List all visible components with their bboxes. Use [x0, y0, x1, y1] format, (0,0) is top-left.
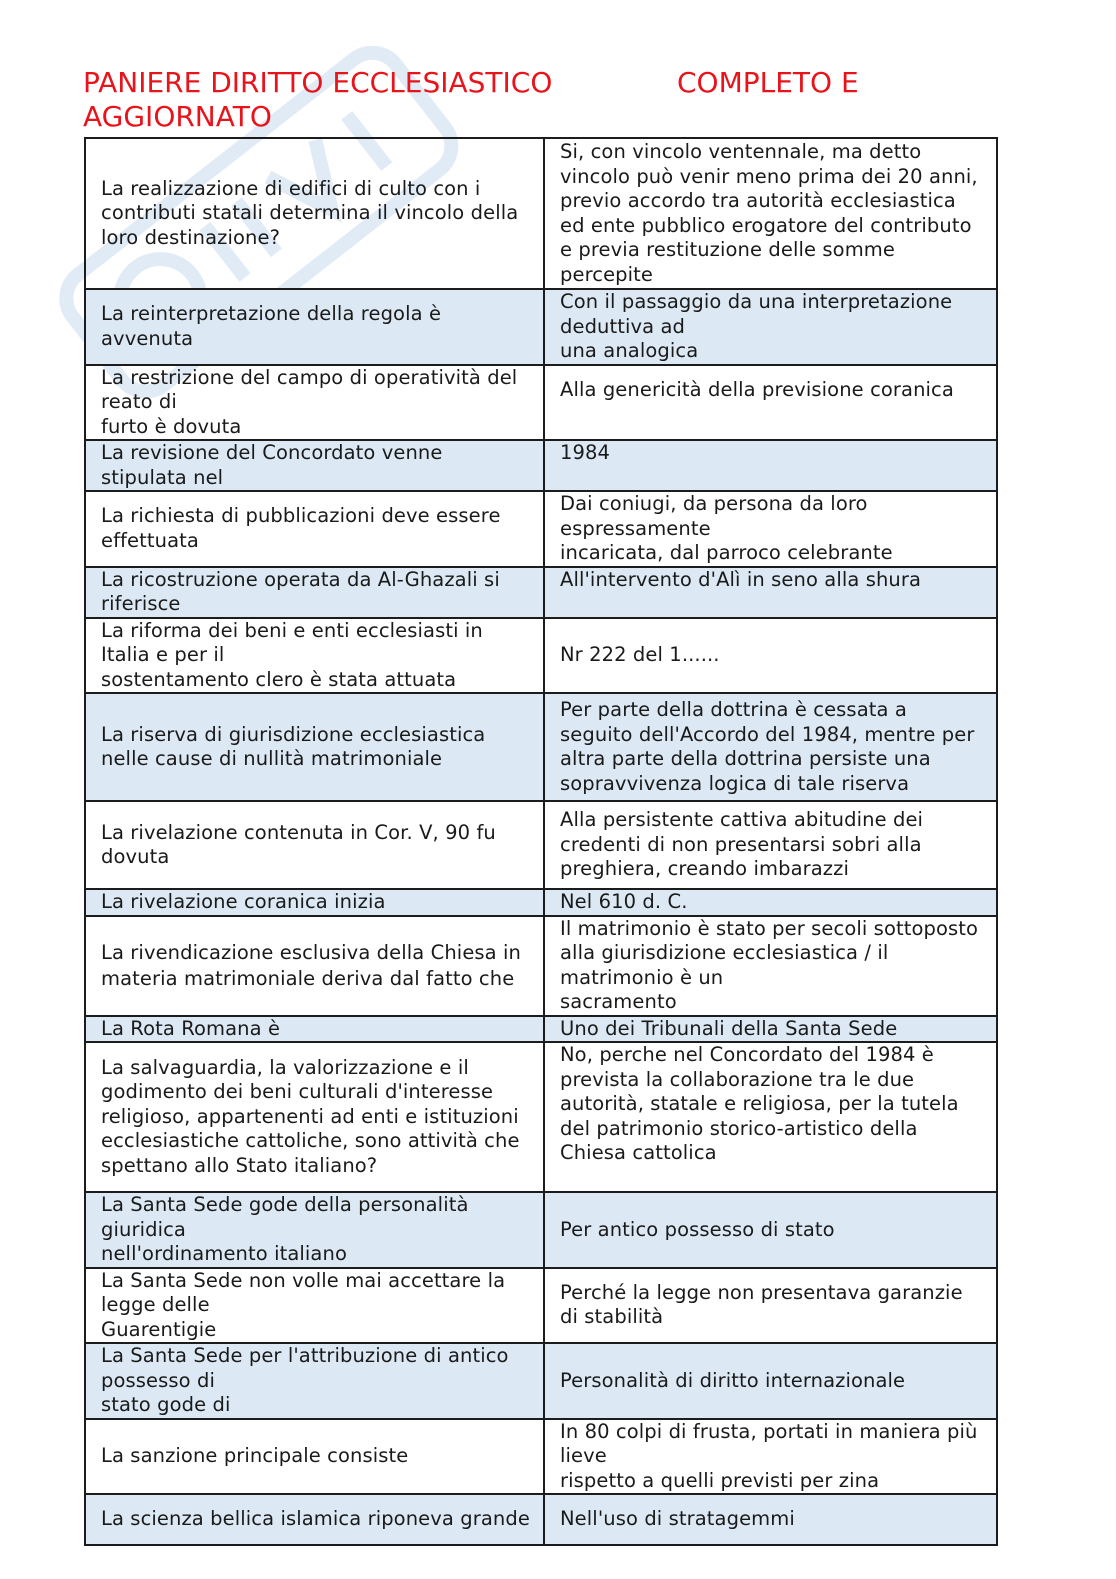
table-row	[85, 618, 997, 694]
question-text: La scienza bellica islamica riponeva grande	[101, 1507, 530, 1531]
answer-cell	[544, 618, 997, 694]
answer-text: Il matrimonio è stato per secoli sottoposto alla giurisdizione ecclesiastica / il matrimonio è un sacramento	[560, 916, 979, 1013]
question-cell	[85, 365, 544, 441]
answer-text: Nell'uso di stratagemmi	[560, 1507, 795, 1531]
question-cell	[85, 1042, 544, 1192]
question-text: La riforma dei beni e enti ecclesiasti in Italia e per il sostentamento clero è stata attuata	[101, 618, 483, 691]
question-text: La restrizione del campo di operatività del reato di furto è dovuta	[101, 365, 518, 438]
qa-table	[84, 137, 998, 1546]
answer-text: Perché la legge non presentava garanzie di stabilità	[560, 1280, 963, 1329]
answer-cell	[544, 801, 997, 889]
table-row	[85, 693, 997, 801]
question-cell	[85, 1268, 544, 1344]
answer-cell	[544, 365, 997, 441]
question-cell	[85, 1494, 544, 1545]
answer-cell	[544, 138, 997, 289]
question-text: La sanzione principale consiste	[101, 1444, 409, 1467]
answer-cell	[544, 440, 997, 491]
answer-cell	[544, 1419, 997, 1495]
answer-text: Si, con vincolo ventennale, ma detto vincolo può venir meno prima dei 20 anni, previo accordo tra autorità ecclesiastica ed ente pubblico erogatore del contributo e previa restituzione delle somme percepite	[560, 140, 978, 286]
question-text: La Santa Sede non volle mai accettare la legge delle Guarentigie	[101, 1268, 506, 1341]
answer-text: Con il passaggio da una interpretazione deduttiva ad una analogica	[560, 290, 953, 362]
table-row	[85, 440, 997, 491]
answer-text: Nel 610 d. C.	[560, 890, 688, 913]
question-cell	[85, 567, 544, 618]
table-row	[85, 889, 997, 916]
answer-cell	[544, 1268, 997, 1344]
question-text: La rivelazione contenuta in Cor. V, 90 fu dovuta	[101, 820, 496, 868]
question-text: La realizzazione di edifici di culto con i contributi statali determina il vincolo della loro destinazione?	[101, 176, 519, 249]
table-row	[85, 1192, 997, 1268]
table-row	[85, 1042, 997, 1192]
question-cell	[85, 138, 544, 289]
answer-text: Per antico possesso di stato	[560, 1217, 835, 1241]
table-row	[85, 916, 997, 1016]
question-text: La salvaguardia, la valorizzazione e il godimento dei beni culturali d'interesse religioso, appartenenti ad enti e istituzioni ecclesiastiche cattoliche, sono attività che spettano allo Stato italiano?	[101, 1055, 520, 1177]
title-line-2: AGGIORNATO	[83, 100, 272, 133]
table-row	[85, 491, 997, 567]
question-cell	[85, 491, 544, 567]
page-title	[83, 66, 1003, 134]
question-text: La rivendicazione esclusiva della Chiesa in materia matrimoniale deriva dal fatto che	[101, 940, 521, 990]
question-text: La rivelazione coranica inizia	[101, 890, 386, 913]
answer-cell	[544, 289, 997, 365]
question-cell	[85, 1016, 544, 1043]
answer-cell	[544, 1042, 997, 1192]
question-cell	[85, 1419, 544, 1495]
table-row	[85, 1268, 997, 1344]
answer-cell	[544, 1494, 997, 1545]
question-cell	[85, 440, 544, 491]
answer-text: Dai coniugi, da persona da loro espressamente incaricata, dal parroco celebrante	[560, 492, 893, 564]
question-text: La riserva di giurisdizione ecclesiastica nelle cause di nullità matrimoniale	[101, 722, 486, 770]
answer-cell	[544, 693, 997, 801]
question-cell	[85, 1343, 544, 1419]
question-cell	[85, 1192, 544, 1268]
question-cell	[85, 916, 544, 1016]
answer-text: 1984	[560, 441, 611, 464]
table-row	[85, 1016, 997, 1043]
answer-cell	[544, 889, 997, 916]
question-cell	[85, 693, 544, 801]
title-line-1: PANIERE DIRITTO ECCLESIASTICO	[83, 66, 553, 99]
table-row	[85, 801, 997, 889]
table-row	[85, 289, 997, 365]
answer-cell	[544, 1343, 997, 1419]
answer-text: Alla genericità della previsione coranica	[560, 377, 954, 401]
answer-text: Nr 222 del 1......	[560, 643, 720, 666]
answer-text: Personalità di diritto internazionale	[560, 1368, 906, 1392]
question-text: La ricostruzione operata da Al-Ghazali si riferisce	[101, 567, 500, 615]
question-text: La richiesta di pubblicazioni deve essere effettuata	[101, 504, 501, 552]
table-row	[85, 365, 997, 441]
title-line-1b: COMPLETO E	[677, 66, 859, 99]
question-text: La revisione del Concordato venne stipulata nel	[101, 441, 443, 489]
answer-cell	[544, 567, 997, 618]
answer-text: All'intervento d'Alì in seno alla shura	[560, 567, 922, 591]
table-row	[85, 1343, 997, 1419]
question-text: La Santa Sede per l'attribuzione di antico possesso di stato gode di	[101, 1344, 509, 1416]
answer-text: No, perche nel Concordato del 1984 è prevista la collaborazione tra le due autorità, statale e religiosa, per la tutela del patrimonio storico-artistico della Chiesa cattolica	[560, 1043, 959, 1164]
answer-text: In 80 colpi di frusta, portati in maniera più lieve rispetto a quelli previsti per zina	[560, 1419, 978, 1492]
answer-cell	[544, 491, 997, 567]
answer-cell	[544, 1192, 997, 1268]
answer-text: Uno dei Tribunali della Santa Sede	[560, 1016, 898, 1040]
table-row	[85, 1494, 997, 1545]
question-text: La Rota Romana è	[101, 1016, 281, 1040]
question-text: La Santa Sede gode della personalità giuridica nell'ordinamento italiano	[101, 1193, 469, 1265]
answer-cell	[544, 916, 997, 1016]
table-row	[85, 1419, 997, 1495]
table-row	[85, 567, 997, 618]
table-row	[85, 138, 997, 289]
question-cell	[85, 289, 544, 365]
answer-text: Per parte della dottrina è cessata a seguito dell'Accordo del 1984, mentre per altra parte della dottrina persiste una sopravvivenza logica di tale riserva	[560, 698, 975, 795]
question-text: La reinterpretazione della regola è avvenuta	[101, 302, 442, 350]
question-cell	[85, 801, 544, 889]
answer-cell	[544, 1016, 997, 1043]
answer-text: Alla persistente cattiva abitudine dei credenti di non presentarsi sobri alla preghiera, creando imbarazzi	[560, 808, 924, 881]
question-cell	[85, 889, 544, 916]
question-cell	[85, 618, 544, 694]
